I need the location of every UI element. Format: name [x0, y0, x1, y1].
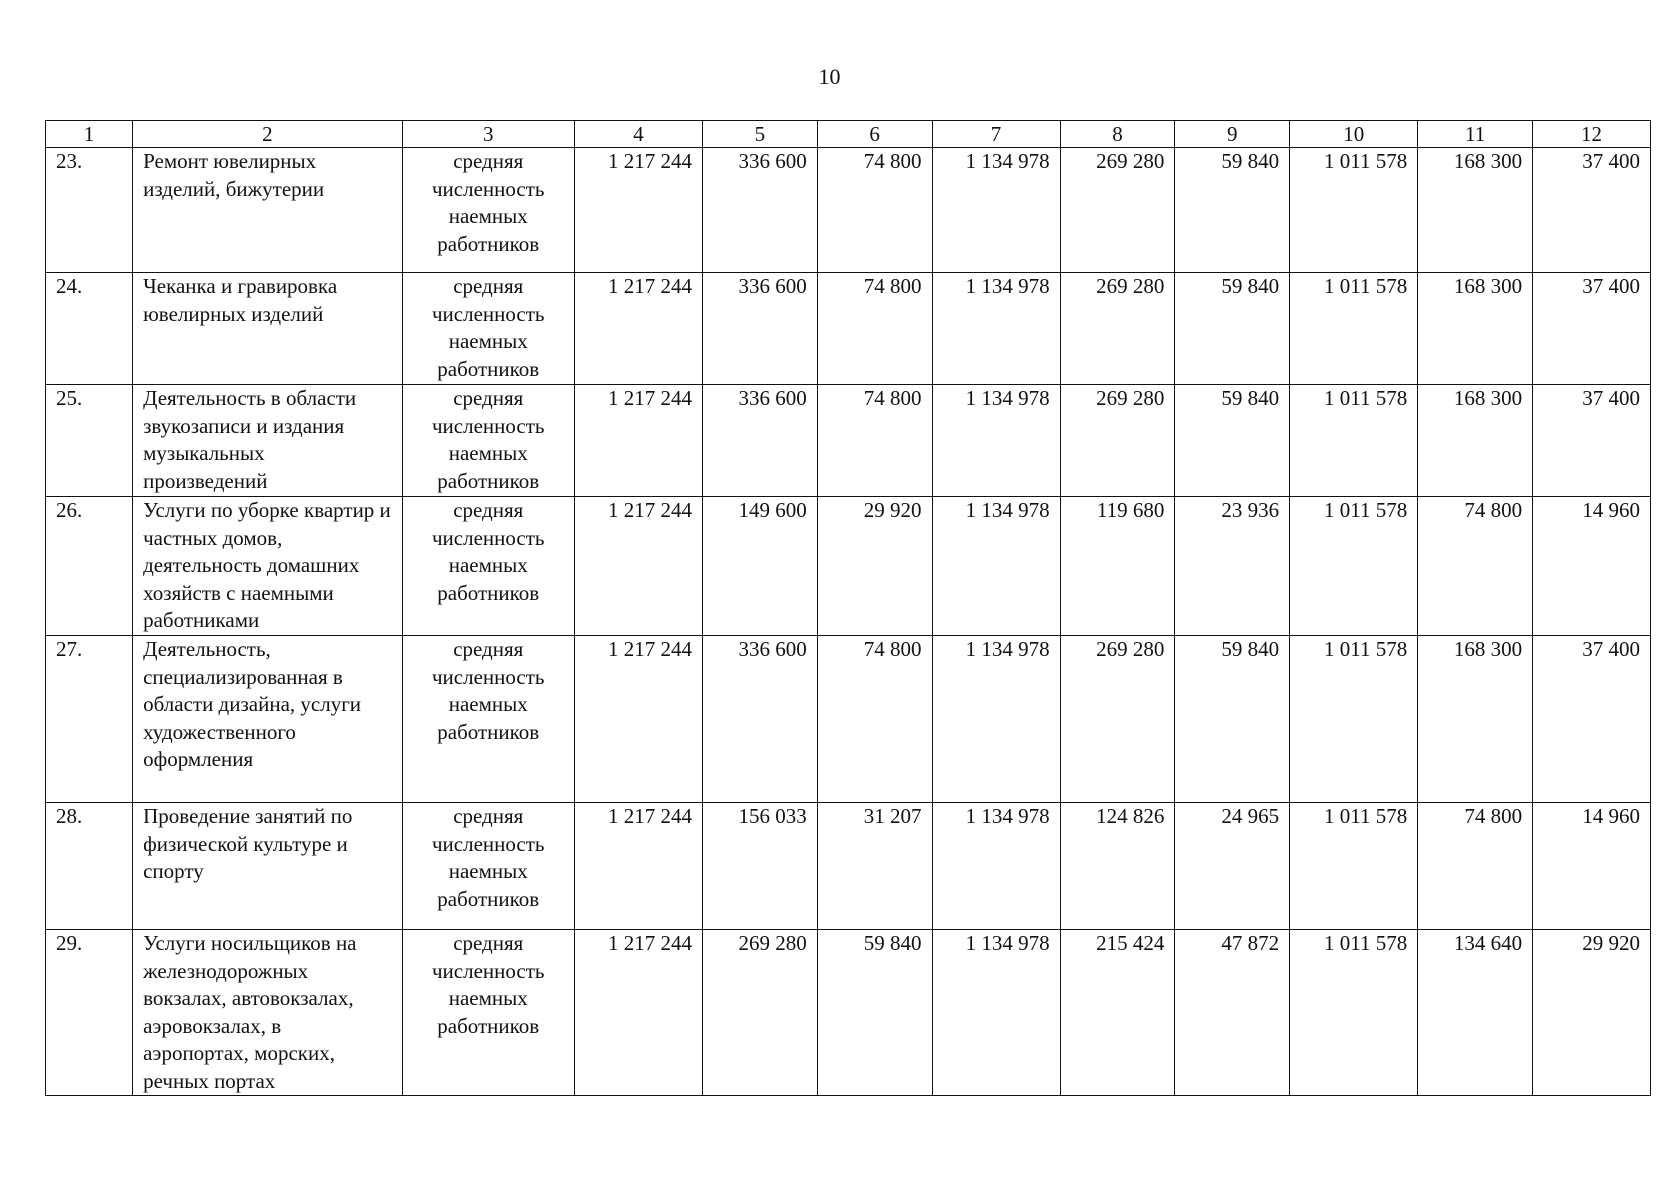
physical-indicator: средняя численность наемных работников — [402, 385, 574, 497]
value-cell: 269 280 — [1060, 273, 1175, 385]
value-cell: 149 600 — [702, 497, 817, 636]
value-cell: 59 840 — [1175, 385, 1290, 497]
table-row — [46, 385, 1651, 497]
column-header: 2 — [133, 121, 403, 148]
physical-indicator: средняя численность наемных работников — [402, 497, 574, 636]
row-number: 29. — [46, 930, 133, 1096]
value-cell: 23 936 — [1175, 497, 1290, 636]
column-header: 8 — [1060, 121, 1175, 148]
activity-name: Деятельность в области звукозаписи и издания музыкальных произведений — [133, 385, 403, 497]
value-cell: 336 600 — [702, 385, 817, 497]
value-cell: 1 134 978 — [932, 497, 1060, 636]
row-number: 28. — [46, 803, 133, 930]
value-cell: 1 011 578 — [1290, 803, 1418, 930]
column-header: 4 — [574, 121, 702, 148]
table-row — [46, 930, 1651, 1096]
value-cell: 59 840 — [1175, 636, 1290, 803]
value-cell: 336 600 — [702, 148, 817, 273]
value-cell: 1 011 578 — [1290, 273, 1418, 385]
value-cell: 1 011 578 — [1290, 148, 1418, 273]
activity-name: Деятельность, специализированная в области дизайна, услуги художественного оформления — [133, 636, 403, 803]
value-cell: 1 011 578 — [1290, 636, 1418, 803]
value-cell: 29 920 — [817, 497, 932, 636]
value-cell: 1 134 978 — [932, 636, 1060, 803]
value-cell: 168 300 — [1418, 273, 1533, 385]
column-header: 3 — [402, 121, 574, 148]
table-body — [46, 148, 1651, 1096]
value-cell: 119 680 — [1060, 497, 1175, 636]
value-cell: 37 400 — [1533, 273, 1651, 385]
row-number: 23. — [46, 148, 133, 273]
physical-indicator: средняя численность наемных работников — [402, 930, 574, 1096]
value-cell: 269 280 — [1060, 148, 1175, 273]
value-cell: 74 800 — [817, 273, 932, 385]
column-header: 7 — [932, 121, 1060, 148]
column-header: 11 — [1418, 121, 1533, 148]
activity-name: Ремонт ювелирных изделий, бижутерии — [133, 148, 403, 273]
column-header: 9 — [1175, 121, 1290, 148]
physical-indicator: средняя численность наемных работников — [402, 636, 574, 803]
activity-name: Проведение занятий по физической культуре и спорту — [133, 803, 403, 930]
value-cell: 1 217 244 — [574, 273, 702, 385]
value-cell: 1 134 978 — [932, 273, 1060, 385]
value-cell: 14 960 — [1533, 497, 1651, 636]
value-cell: 59 840 — [1175, 273, 1290, 385]
row-number: 24. — [46, 273, 133, 385]
value-cell: 269 280 — [1060, 385, 1175, 497]
value-cell: 1 011 578 — [1290, 930, 1418, 1096]
value-cell: 1 134 978 — [932, 803, 1060, 930]
table-row — [46, 803, 1651, 930]
column-header: 5 — [702, 121, 817, 148]
value-cell: 156 033 — [702, 803, 817, 930]
data-table — [45, 120, 1651, 1096]
value-cell: 74 800 — [1418, 803, 1533, 930]
table-row — [46, 148, 1651, 273]
value-cell: 1 217 244 — [574, 385, 702, 497]
value-cell: 1 217 244 — [574, 803, 702, 930]
value-cell: 29 920 — [1533, 930, 1651, 1096]
value-cell: 1 217 244 — [574, 497, 702, 636]
column-header: 12 — [1533, 121, 1651, 148]
row-number: 25. — [46, 385, 133, 497]
value-cell: 74 800 — [817, 148, 932, 273]
value-cell: 168 300 — [1418, 636, 1533, 803]
value-cell: 37 400 — [1533, 148, 1651, 273]
physical-indicator: средняя численность наемных работников — [402, 803, 574, 930]
table-row — [46, 497, 1651, 636]
activity-name: Чеканка и гравировка ювелирных изделий — [133, 273, 403, 385]
value-cell: 168 300 — [1418, 148, 1533, 273]
value-cell: 168 300 — [1418, 385, 1533, 497]
value-cell: 134 640 — [1418, 930, 1533, 1096]
value-cell: 24 965 — [1175, 803, 1290, 930]
value-cell: 124 826 — [1060, 803, 1175, 930]
value-cell: 14 960 — [1533, 803, 1651, 930]
value-cell: 37 400 — [1533, 636, 1651, 803]
value-cell: 1 011 578 — [1290, 497, 1418, 636]
value-cell: 1 217 244 — [574, 930, 702, 1096]
value-cell: 269 280 — [1060, 636, 1175, 803]
value-cell: 59 840 — [817, 930, 932, 1096]
value-cell: 269 280 — [702, 930, 817, 1096]
value-cell: 215 424 — [1060, 930, 1175, 1096]
column-header: 1 — [46, 121, 133, 148]
value-cell: 336 600 — [702, 273, 817, 385]
table-row — [46, 636, 1651, 803]
header-row — [46, 121, 1651, 148]
activity-name: Услуги по уборке квартир и частных домов, деятельность домашних хозяйств с наемными работниками — [133, 497, 403, 636]
row-number: 26. — [46, 497, 133, 636]
value-cell: 47 872 — [1175, 930, 1290, 1096]
value-cell: 37 400 — [1533, 385, 1651, 497]
activity-name: Услуги носильщиков на железнодорожных вокзалах, автовокзалах, аэровокзалах, в аэропортах, морских, речных портах — [133, 930, 403, 1096]
value-cell: 74 800 — [817, 636, 932, 803]
value-cell: 1 134 978 — [932, 930, 1060, 1096]
value-cell: 31 207 — [817, 803, 932, 930]
row-number: 27. — [46, 636, 133, 803]
value-cell: 1 134 978 — [932, 385, 1060, 497]
column-header: 6 — [817, 121, 932, 148]
value-cell: 74 800 — [817, 385, 932, 497]
value-cell: 1 217 244 — [574, 148, 702, 273]
value-cell: 336 600 — [702, 636, 817, 803]
physical-indicator: средняя численность наемных работников — [402, 273, 574, 385]
value-cell: 1 134 978 — [932, 148, 1060, 273]
value-cell: 59 840 — [1175, 148, 1290, 273]
page-number: 10 — [818, 64, 841, 89]
value-cell: 1 217 244 — [574, 636, 702, 803]
value-cell: 74 800 — [1418, 497, 1533, 636]
value-cell: 1 011 578 — [1290, 385, 1418, 497]
table-header — [46, 121, 1651, 148]
table-row — [46, 273, 1651, 385]
column-header: 10 — [1290, 121, 1418, 148]
physical-indicator: средняя численность наемных работников — [402, 148, 574, 273]
